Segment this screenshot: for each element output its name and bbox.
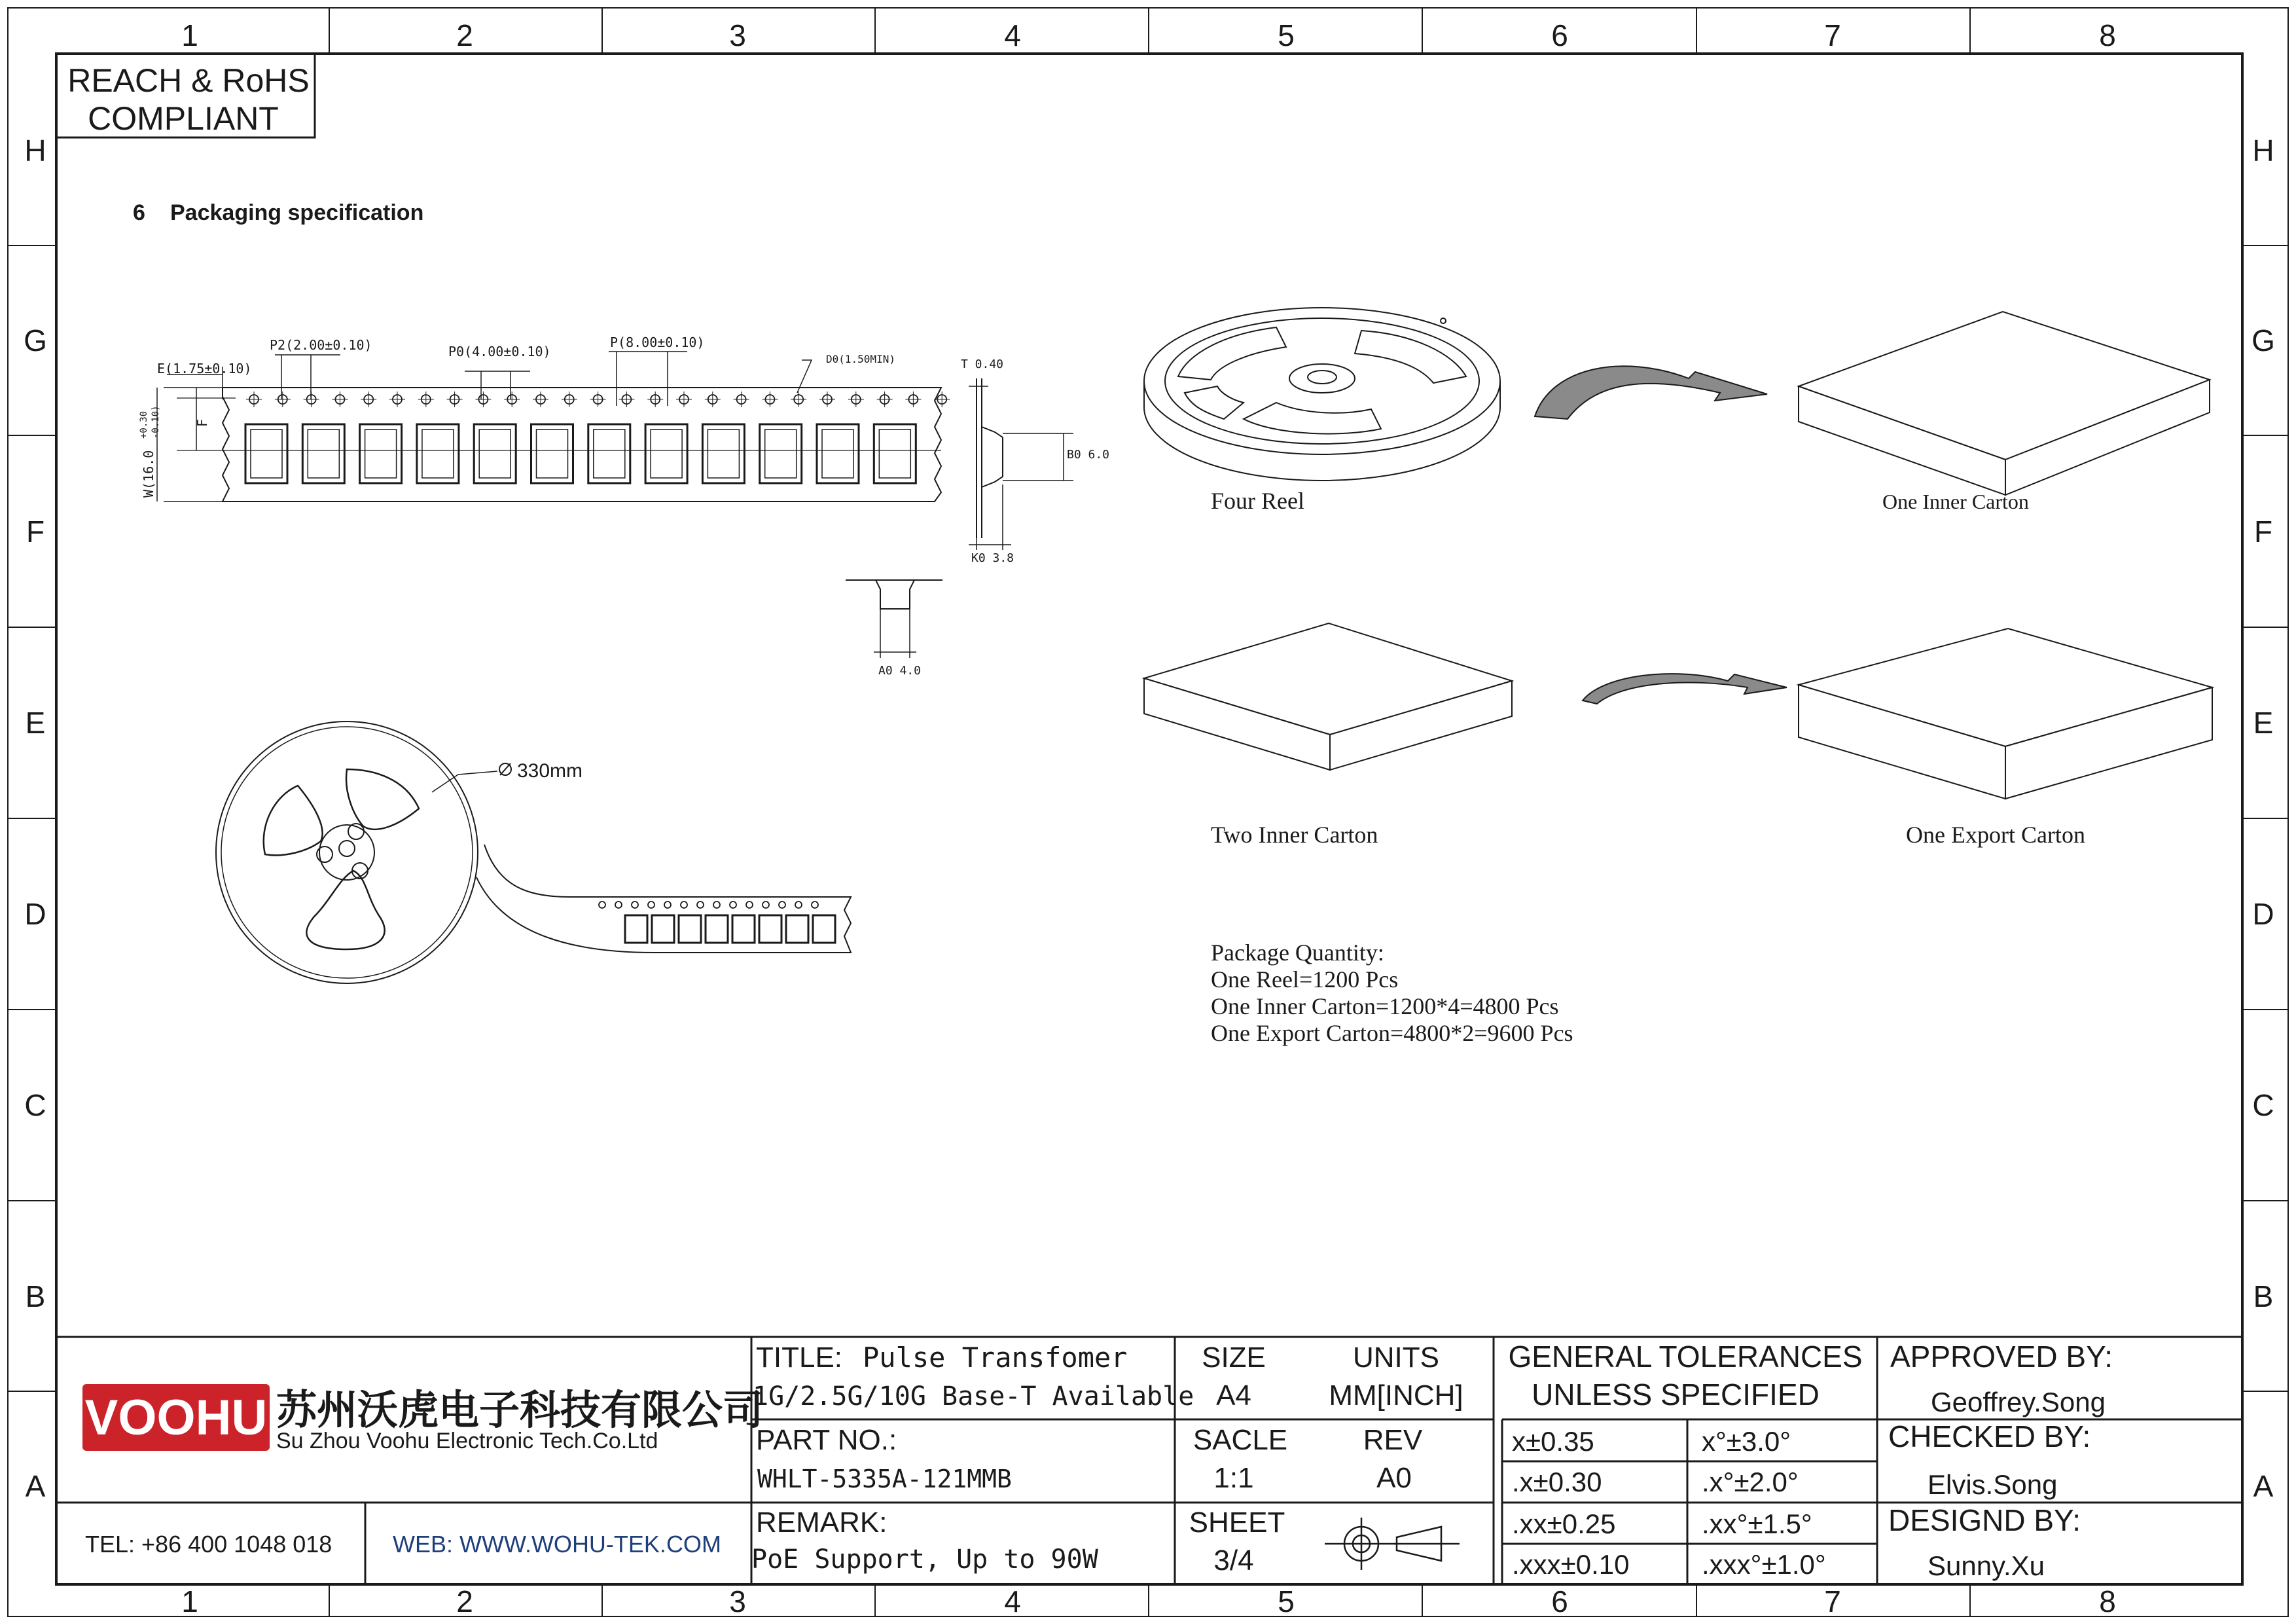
compliance-line1: REACH & RoHS — [67, 62, 310, 99]
reel-tape-pocket — [679, 915, 701, 943]
reel-stack — [1144, 308, 1500, 481]
dim-w: W(16.0 — [141, 450, 156, 498]
zone-column-label: 2 — [456, 1584, 473, 1618]
zone-row-label: H — [24, 134, 46, 168]
sheet-label: SHEET — [1189, 1506, 1285, 1539]
units-value: MM[INCH] — [1329, 1379, 1463, 1412]
section-number: 6 — [133, 200, 145, 225]
reel-tape-hole — [632, 902, 638, 908]
dim-p0: P0(4.00±0.10) — [448, 344, 551, 359]
zone-row-label: C — [2252, 1088, 2274, 1122]
compliance-box — [56, 54, 315, 137]
zone-column-label: 5 — [1278, 1584, 1295, 1618]
tolerance-angular: .xxx°±1.0° — [1702, 1549, 1826, 1580]
reel-tape-pocket — [759, 915, 781, 943]
zone-row-label: F — [2253, 515, 2273, 549]
part-value: WHLT-5335A-121MMB — [757, 1465, 1012, 1493]
zone-row-label: B — [2253, 1279, 2274, 1313]
quantity-inner: One Inner Carton=1200*4=4800 Pcs — [1211, 993, 1559, 1019]
designed-label: DESIGND BY: — [1888, 1503, 2081, 1537]
zone-column-label: 2 — [456, 18, 473, 52]
dim-k0: K0 3.8 — [971, 551, 1014, 565]
pocket — [702, 424, 744, 483]
reel-tape-hole — [746, 902, 753, 908]
pocket — [245, 424, 287, 483]
compliance-line2: COMPLIANT — [88, 100, 279, 137]
pocket-inner — [308, 429, 339, 478]
quantity-heading: Package Quantity: — [1211, 939, 1384, 966]
reel-tape-holes — [599, 902, 818, 908]
zone-row-label: B — [25, 1279, 46, 1313]
pocket — [531, 424, 573, 483]
pocket-inner — [879, 429, 910, 478]
pocket — [588, 424, 630, 483]
two-inner-carton-box — [1144, 623, 1512, 770]
sprocket-holes — [246, 392, 950, 407]
reel-tape-hole — [681, 902, 687, 908]
tolerance-linear: .x±0.30 — [1512, 1467, 1602, 1497]
outer-border — [8, 8, 2288, 1616]
reel-tape-hole — [730, 902, 736, 908]
reel-tape-pocket — [732, 915, 755, 943]
dim-a0: A0 4.0 — [878, 664, 922, 678]
zone-column-label: 1 — [181, 1584, 198, 1618]
component-pockets — [245, 424, 916, 483]
zone-column-label: 6 — [1551, 1584, 1568, 1618]
pocket-inner — [422, 429, 454, 478]
pocket — [360, 424, 402, 483]
scale-value: 1:1 — [1213, 1462, 1254, 1494]
dim-f: F — [194, 418, 210, 427]
zone-row-label: A — [25, 1469, 46, 1503]
zone-row-label: G — [24, 323, 47, 357]
remark-label: REMARK: — [756, 1506, 888, 1539]
approved-value: Geoffrey.Song — [1931, 1387, 2106, 1417]
reel-tape-pockets — [625, 915, 835, 943]
zone-column-label: 8 — [2099, 1584, 2116, 1618]
zone-row-label: E — [2253, 706, 2274, 740]
size-value: A4 — [1216, 1379, 1251, 1412]
dim-w-tol-lo: -0.10) — [151, 405, 161, 439]
reel-tape-hole — [697, 902, 704, 908]
logo-text: VOOHU — [84, 1390, 268, 1446]
zone-column-label: 7 — [1824, 18, 1841, 52]
designed-value: Sunny.Xu — [1928, 1550, 2045, 1581]
sheet-value: 3/4 — [1213, 1544, 1254, 1577]
tolerance-angular: .xx°±1.5° — [1702, 1508, 1812, 1539]
zone-row-label: G — [2251, 323, 2275, 357]
part-label: PART NO.: — [756, 1424, 897, 1456]
reel-tape-hole — [599, 902, 605, 908]
zone-row-label: F — [26, 515, 45, 549]
quantity-export: One Export Carton=4800*2=9600 Pcs — [1211, 1020, 1573, 1046]
rev-value: A0 — [1376, 1462, 1412, 1494]
zone-column-label: 3 — [729, 1584, 746, 1618]
projection-symbol-icon — [1325, 1518, 1460, 1570]
reel-330-drawing — [216, 721, 851, 983]
pocket-inner — [765, 429, 797, 478]
label-one-export-carton: One Export Carton — [1906, 822, 2085, 848]
tape-outline — [223, 388, 941, 501]
rev-label: REV — [1363, 1424, 1423, 1456]
quantity-reel: One Reel=1200 Pcs — [1211, 966, 1399, 993]
reel-tape-hole — [648, 902, 655, 908]
title-block — [56, 1337, 2242, 1584]
dim-d0: D0(1.50MIN) — [826, 353, 895, 365]
pocket — [645, 424, 687, 483]
reel-tape-pocket — [706, 915, 728, 943]
pocket-inner — [594, 429, 625, 478]
units-label: UNITS — [1353, 1341, 1439, 1374]
scale-label: SACLE — [1193, 1424, 1288, 1456]
zone-labels — [24, 18, 2275, 1618]
reel-tape-hole — [812, 902, 818, 908]
reel-tape-hole — [615, 902, 622, 908]
flow-arrow-icon — [1535, 366, 1767, 419]
zone-row-label: A — [2253, 1469, 2274, 1503]
zone-column-label: 5 — [1278, 18, 1295, 52]
pocket-inner — [651, 429, 682, 478]
export-carton-box — [1799, 629, 2212, 799]
dim-e: E(1.75±0.10) — [157, 361, 252, 376]
dim-t: T 0.40 — [961, 357, 1004, 371]
zone-row-label: D — [24, 897, 46, 931]
approved-label: APPROVED BY: — [1890, 1340, 2113, 1374]
pocket — [760, 424, 802, 483]
zone-column-label: 4 — [1004, 18, 1021, 52]
zone-row-label: H — [2252, 134, 2274, 168]
zone-column-label: 8 — [2099, 18, 2116, 52]
checked-value: Elvis.Song — [1928, 1469, 2058, 1500]
zone-column-label: 1 — [181, 18, 198, 52]
contact-web: WEB: WWW.WOHU-TEK.COM — [393, 1531, 721, 1558]
title-sub: 1G/2.5G/10G Base-T Available — [753, 1381, 1194, 1412]
pocket — [874, 424, 916, 483]
zone-row-label: D — [2252, 897, 2274, 931]
section-title: Packaging specification — [170, 200, 424, 225]
pocket-inner — [365, 429, 397, 478]
checked-label: CHECKED BY: — [1888, 1419, 2091, 1453]
contact-tel: TEL: +86 400 1048 018 — [85, 1531, 332, 1558]
dim-p2: P2(2.00±0.10) — [270, 337, 372, 353]
company-name-en: Su Zhou Voohu Electronic Tech.Co.Ltd — [276, 1429, 658, 1453]
title-label: TITLE: — [756, 1341, 843, 1374]
reel-tape-pocket — [813, 915, 835, 943]
tolerance-title-1: GENERAL TOLERANCES — [1508, 1340, 1863, 1374]
tolerance-angular: x°±3.0° — [1702, 1426, 1791, 1457]
company-name-cn: 苏州沃虎电子科技有限公司 — [276, 1388, 764, 1433]
reel-tape-hole — [779, 902, 785, 908]
reel-tape-hole — [762, 902, 769, 908]
remark-value: PoE Support, Up to 90W — [751, 1544, 1098, 1575]
zone-column-label: 6 — [1551, 18, 1568, 52]
tolerance-title-2: UNLESS SPECIFIED — [1532, 1377, 1820, 1412]
label-two-inner-carton: Two Inner Carton — [1211, 822, 1378, 848]
label-four-reel: Four Reel — [1211, 488, 1304, 514]
dim-p: P(8.00±0.10) — [610, 335, 705, 350]
zone-column-label: 3 — [729, 18, 746, 52]
pocket-inner — [822, 429, 853, 478]
pocket-inner — [251, 429, 282, 478]
zone-row-label: E — [25, 706, 46, 740]
reel-diameter: 330mm — [517, 760, 583, 782]
pocket — [817, 424, 859, 483]
packaging-flow — [1144, 308, 2212, 848]
tolerance-linear: .xx±0.25 — [1512, 1508, 1616, 1539]
tolerance-angular: .x°±2.0° — [1702, 1467, 1799, 1497]
pocket — [417, 424, 459, 483]
zone-row-label: C — [24, 1088, 46, 1122]
inner-carton-box — [1799, 312, 2210, 495]
pocket-inner — [537, 429, 568, 478]
pocket-inner — [708, 429, 739, 478]
carrier-tape-drawing — [139, 335, 1109, 678]
dim-b0: B0 6.0 — [1067, 448, 1110, 462]
pocket — [302, 424, 344, 483]
reel-tape-pocket — [625, 915, 647, 943]
reel-tape-hole — [795, 902, 802, 908]
pocket — [474, 424, 516, 483]
reel-tape-pocket — [786, 915, 808, 943]
reel-tape-hole — [713, 902, 720, 908]
package-quantity — [1211, 939, 1573, 1046]
tolerance-linear: .xxx±0.10 — [1512, 1549, 1630, 1580]
dim-w-tol: +0.30 — [139, 410, 149, 439]
reel-tape-hole — [664, 902, 671, 908]
pocket-inner — [479, 429, 511, 478]
size-label: SIZE — [1202, 1341, 1266, 1374]
zone-column-label: 4 — [1004, 1584, 1021, 1618]
flow-arrow-icon — [1583, 674, 1787, 704]
tolerance-linear: x±0.35 — [1512, 1426, 1594, 1457]
title-value: Pulse Transfomer — [863, 1341, 1128, 1374]
label-one-inner-carton: One Inner Carton — [1882, 490, 2029, 513]
zone-ticks — [8, 8, 2288, 1616]
reel-tape-pocket — [652, 915, 674, 943]
zone-column-label: 7 — [1824, 1584, 1841, 1618]
